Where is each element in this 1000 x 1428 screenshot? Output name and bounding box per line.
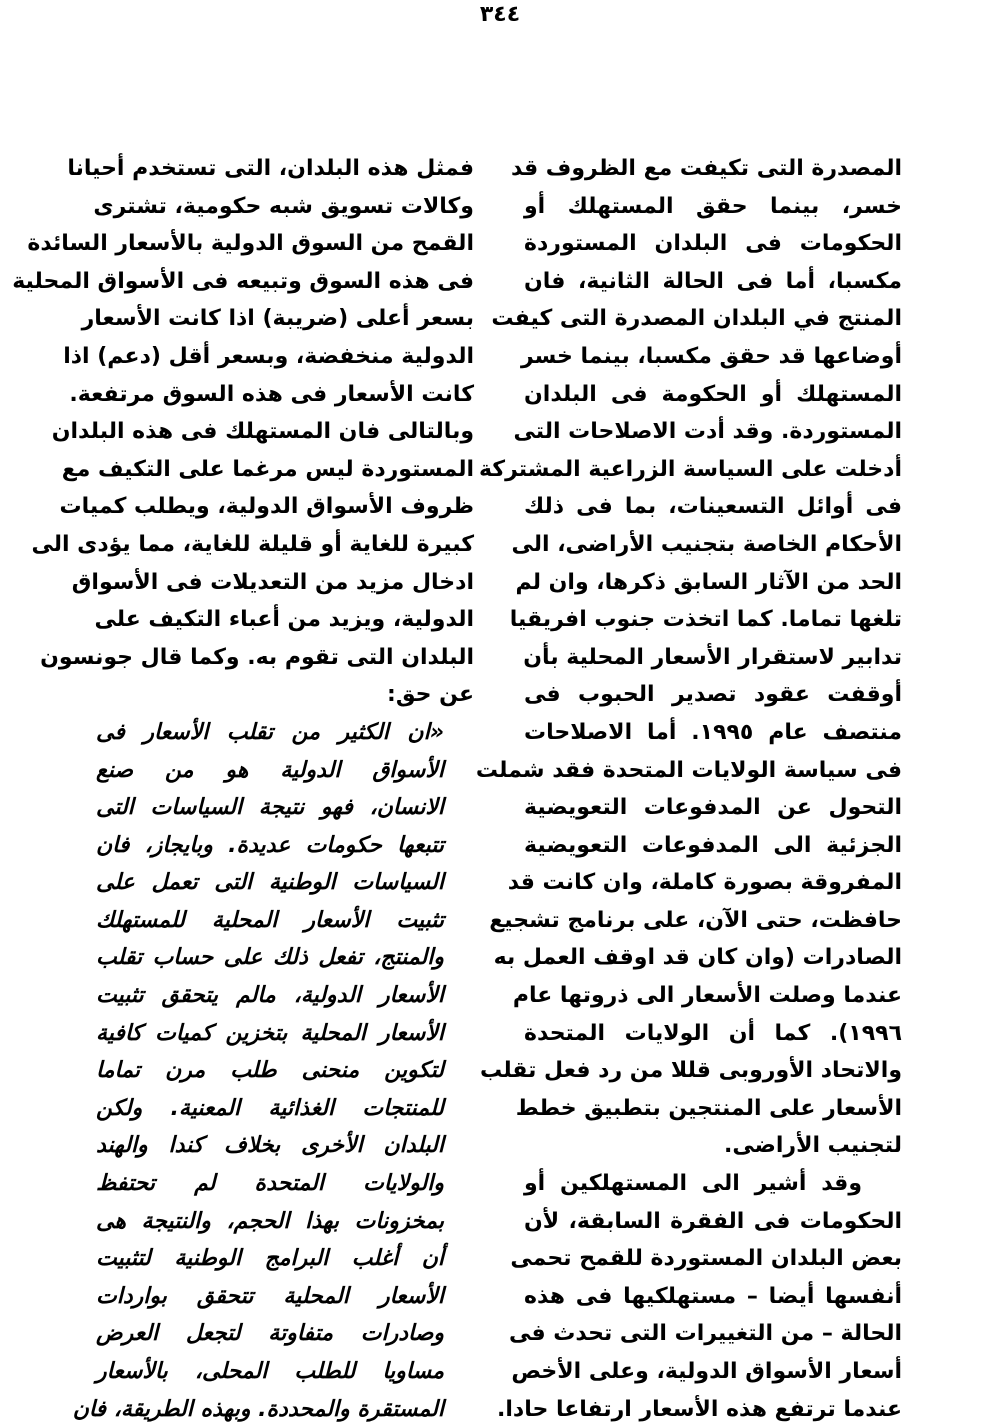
text-line: كبيرة للغاية أو قليلة للغاية، مما يؤدى الى: [31, 531, 474, 557]
text-line: فى هذه السوق وتبيعه فى الأسواق المحلية: [12, 268, 474, 294]
page-number: ٣٤٤: [479, 2, 521, 27]
quote-line: تتبعها حكومات عديدة. وبايجاز، فان: [96, 832, 444, 858]
quote-line: السياسات الوطنية التى تعمل على: [96, 870, 444, 896]
quote-line: الأسعار المحلية تتحقق بواردات: [96, 1283, 444, 1309]
text-line: أنفسها أيضا – مستهلكيها فى هذه: [524, 1283, 902, 1309]
text-line: مكسبا، أما فى الحالة الثانية، فان: [524, 268, 902, 294]
text-line: بسعر أعلى (ضريبة) اذا كانت الأسعار: [81, 306, 474, 332]
text-line: لتجنيب الأراضى.: [723, 1133, 902, 1159]
text-line: وكالات تسويق شبه حكومية، تشترى: [93, 193, 474, 219]
text-line: عندما وصلت الأسعار الى ذروتها عام: [512, 983, 902, 1009]
text-line: ادخال مزيد من التعديلات فى الأسواق: [71, 569, 474, 595]
quote-line: المستقرة والمحددة. وبهذه الطريقة، فان: [72, 1396, 444, 1422]
text-line: التحول عن المدفوعات التعويضية: [524, 795, 902, 821]
text-line: عندما ترتفع هذه الأسعار ارتفاعا حادا.: [497, 1396, 902, 1422]
text-line: المنتج في البلدان المصدرة التى كيفت: [491, 306, 902, 332]
quote-line: أن أغلب البرامج الوطنية لتثبيت: [96, 1246, 444, 1272]
text-line: أوضاعها قد حقق مكسبا، بينما خسر: [520, 343, 902, 369]
quote-line: الأسعار الدولية، مالم يتحقق تثبيت: [96, 983, 444, 1009]
text-line: الأحكام الخاصة بتجنيب الأراضى، الى: [511, 531, 902, 557]
text-line: الجزئية الى المدفوعات التعويضية: [524, 832, 902, 858]
text-line: الصادرات (وان كان قد اوقف العمل به: [493, 945, 902, 971]
text-line: فمثل هذه البلدان، التى تستخدم أحيانا: [67, 156, 474, 181]
text-line: المستوردة ليس مرغما على التكيف مع: [61, 456, 474, 482]
quote-line: الانسان، فهو نتيجة السياسات التى: [96, 795, 444, 821]
text-line: وبالتالى فان المستهلك فى هذه البلدان: [51, 419, 474, 445]
text-line: الحد من الآثار السابق ذكرها، وان لم: [515, 569, 902, 595]
text-line: فى أوائل التسعينات، بما فى ذلك: [524, 494, 902, 520]
text-line: الحكومات فى الفقرة السابقة، لأن: [524, 1208, 902, 1234]
text-line: تلغها تماما. كما اتخذت جنوب افريقيا: [509, 607, 902, 633]
quote-line: والمنتج، تفعل ذلك على حساب تقلب: [96, 945, 444, 971]
right-column: [475, 150, 902, 1428]
quote-line: والولايات المتحدة لم تحتفظ: [96, 1171, 444, 1197]
text-line: المستهلك أو الحكومة فى البلدان: [524, 381, 902, 407]
text-line: خسر، بينما حقق المستهلك أو: [524, 193, 902, 219]
quote-line: وصادرات متفاوتة لتجعل العرض: [96, 1321, 444, 1347]
text-line: الحكومات فى البلدان المستوردة: [524, 231, 902, 257]
text-line: الحالة – من التغييرات التى تحدث فى: [508, 1321, 902, 1347]
text-line: أسعار الأسواق الدولية، وعلى الأخص: [511, 1359, 902, 1384]
text-line: والاتحاد الأوروبى قللا من رد فعل تقلب: [480, 1058, 902, 1084]
quote-line: «ان الكثير من تقلب الأسعار فى: [96, 719, 444, 745]
text-line: المصدرة التى تكيفت مع الظروف قد: [511, 156, 902, 181]
quote-line: للمنتجات الغذائية المعنية. ولكن: [96, 1095, 444, 1121]
text-line: الأسعار على المنتجين بتطبيق خطط: [515, 1095, 902, 1121]
text-line: أوقفت عقود تصدير الحبوب فى: [524, 682, 902, 708]
text-line: البلدان التى تقوم به. وكما قال جونسون: [40, 644, 474, 670]
text-line: بعض البلدان المستوردة للقمح تحمى: [510, 1246, 902, 1272]
text-line: وقد أشير الى المستهلكين أو: [524, 1171, 862, 1197]
quote-line: البلدان الأخرى بخلاف كندا والهند: [96, 1133, 444, 1159]
text-line: أدخلت على السياسة الزراعية المشتركة: [478, 456, 902, 482]
text-line: المستوردة. وقد أدت الاصلاحات التى: [513, 419, 902, 445]
quote-line: الأسواق الدولية هو من صنع: [96, 757, 444, 783]
text-line: منتصف عام ١٩٩٥. أما الاصلاحات: [524, 719, 902, 745]
quote-line: الأسعار المحلية بتخزين كميات كافية: [96, 1020, 444, 1046]
quote-line: مساويا للطلب المحلى، بالأسعار: [96, 1359, 444, 1384]
text-line: عن حق:: [387, 682, 474, 708]
text-line: ١٩٩٦). كما أن الولايات المتحدة: [524, 1020, 902, 1046]
left-column: [12, 150, 474, 1428]
text-line: حافظت، حتى الآن، على برنامج تشجيع: [489, 907, 902, 933]
quote-line: بمخزونات بهذا الحجم، والنتيجة هى: [96, 1208, 444, 1234]
text-line: كانت الأسعار فى هذه السوق مرتفعة.: [69, 381, 474, 407]
text-line: تدابير لاستقرار الأسعار المحلية بأن: [523, 644, 902, 670]
text-line: الدولية منخفضة، وبسعر أقل (دعم) اذا: [63, 343, 474, 369]
text-line: ظروف الأسواق الدولية، ويطلب كميات: [59, 494, 474, 520]
quote-line: تثبيت الأسعار المحلية للمستهلك: [96, 907, 444, 933]
text-line: فى سياسة الولايات المتحدة فقد شملت: [475, 757, 902, 783]
text-line: المفروقة بصورة كاملة، وان كانت قد: [507, 870, 902, 896]
block-quote: [72, 714, 474, 1428]
text-line: الدولية، ويزيد من أعباء التكيف على: [94, 607, 474, 633]
text-line: القمح من السوق الدولية بالأسعار السائدة: [27, 231, 474, 257]
quote-line: لتكوين منحنى طلب مرن تماما: [96, 1058, 444, 1084]
